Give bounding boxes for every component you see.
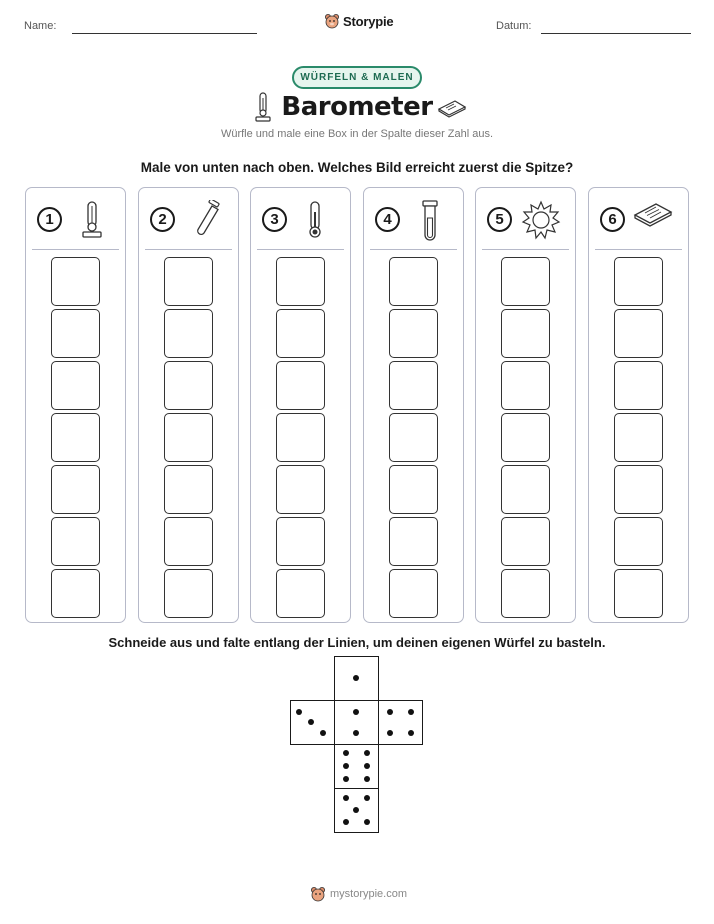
weather-station-icon <box>436 98 468 118</box>
die-pip <box>343 795 349 801</box>
color-box[interactable] <box>614 413 663 462</box>
name-field[interactable] <box>72 33 257 34</box>
barometer-icon <box>78 200 106 238</box>
color-box[interactable] <box>614 309 663 358</box>
color-box[interactable] <box>501 309 550 358</box>
color-box[interactable] <box>501 361 550 410</box>
die-face-6 <box>334 744 379 789</box>
die-pip <box>353 807 359 813</box>
name-label: Name: <box>24 20 57 32</box>
column-3 <box>250 187 351 623</box>
color-box[interactable] <box>51 309 100 358</box>
color-box[interactable] <box>164 413 213 462</box>
die-face-2 <box>334 700 379 745</box>
color-box[interactable] <box>501 257 550 306</box>
die-pip <box>320 730 326 736</box>
color-box[interactable] <box>501 569 550 618</box>
brand-name: Storypie <box>343 13 394 29</box>
color-box[interactable] <box>389 361 438 410</box>
color-box[interactable] <box>164 569 213 618</box>
die-face-3 <box>290 700 335 745</box>
color-box[interactable] <box>164 361 213 410</box>
color-box[interactable] <box>276 569 325 618</box>
column-number: 4 <box>375 207 400 232</box>
color-box[interactable] <box>501 465 550 514</box>
die-pip <box>364 750 370 756</box>
thermometer-icon <box>305 200 325 240</box>
die-face-4 <box>378 700 423 745</box>
column-number: 5 <box>487 207 512 232</box>
filled-test-tube-icon <box>420 200 440 242</box>
column-6 <box>588 187 689 623</box>
color-box[interactable] <box>51 517 100 566</box>
color-box[interactable] <box>389 569 438 618</box>
color-box[interactable] <box>276 465 325 514</box>
column-number: 3 <box>262 207 287 232</box>
color-box[interactable] <box>276 517 325 566</box>
die-pip <box>408 709 414 715</box>
column-4 <box>363 187 464 623</box>
color-box[interactable] <box>614 569 663 618</box>
weather-station-icon <box>632 200 674 230</box>
color-box[interactable] <box>51 257 100 306</box>
die-pip <box>343 819 349 825</box>
instruction: Male von unten nach oben. Welches Bild erreicht zuerst die Spitze? <box>140 160 574 175</box>
die-pip <box>364 776 370 782</box>
test-tube-icon <box>195 200 225 240</box>
column-number: 6 <box>600 207 625 232</box>
color-box[interactable] <box>614 257 663 306</box>
color-box[interactable] <box>51 361 100 410</box>
die-pip <box>387 709 393 715</box>
brand-logo <box>324 13 393 29</box>
column-1 <box>25 187 126 623</box>
die-pip <box>343 763 349 769</box>
subtitle: Würfle und male eine Box in der Spalte dieser Zahl aus. <box>220 128 494 140</box>
color-box[interactable] <box>501 413 550 462</box>
die-pip <box>353 730 359 736</box>
color-box[interactable] <box>501 517 550 566</box>
color-box[interactable] <box>51 569 100 618</box>
color-box[interactable] <box>389 413 438 462</box>
color-box[interactable] <box>164 517 213 566</box>
die-pip <box>353 675 359 681</box>
die-pip <box>353 709 359 715</box>
color-box[interactable] <box>614 517 663 566</box>
footer-url: mystorypie.com <box>330 888 408 900</box>
date-label: Datum: <box>496 20 532 32</box>
color-box[interactable] <box>614 465 663 514</box>
color-box[interactable] <box>389 465 438 514</box>
color-box[interactable] <box>276 413 325 462</box>
color-box[interactable] <box>276 309 325 358</box>
die-pip <box>343 776 349 782</box>
footer <box>310 886 407 902</box>
color-box[interactable] <box>389 517 438 566</box>
column-2 <box>138 187 239 623</box>
color-box[interactable] <box>51 465 100 514</box>
color-box[interactable] <box>51 413 100 462</box>
activity-badge: WÜRFELN & MALEN <box>292 66 422 89</box>
page-title: Barometer <box>281 92 433 122</box>
color-box[interactable] <box>164 309 213 358</box>
color-box[interactable] <box>389 257 438 306</box>
color-box[interactable] <box>276 257 325 306</box>
die-pip <box>296 709 302 715</box>
die-pip <box>343 750 349 756</box>
die-pip <box>308 719 314 725</box>
column-number: 2 <box>150 207 175 232</box>
bear-logo-icon <box>310 886 326 902</box>
sun-icon <box>521 200 561 240</box>
color-box[interactable] <box>276 361 325 410</box>
date-field[interactable] <box>541 33 691 34</box>
column-5 <box>475 187 576 623</box>
die-pip <box>364 795 370 801</box>
die-pip <box>408 730 414 736</box>
color-box[interactable] <box>164 257 213 306</box>
die-face-1 <box>334 656 379 701</box>
die-pip <box>387 730 393 736</box>
color-box[interactable] <box>164 465 213 514</box>
die-face-5 <box>334 788 379 833</box>
bear-logo-icon <box>324 13 340 29</box>
color-box[interactable] <box>614 361 663 410</box>
cut-instruction: Schneide aus und falte entlang der Linien, um deinen eigenen Würfel zu basteln. <box>108 635 606 650</box>
die-pip <box>364 819 370 825</box>
die-pip <box>364 763 370 769</box>
column-number: 1 <box>37 207 62 232</box>
color-box[interactable] <box>389 309 438 358</box>
